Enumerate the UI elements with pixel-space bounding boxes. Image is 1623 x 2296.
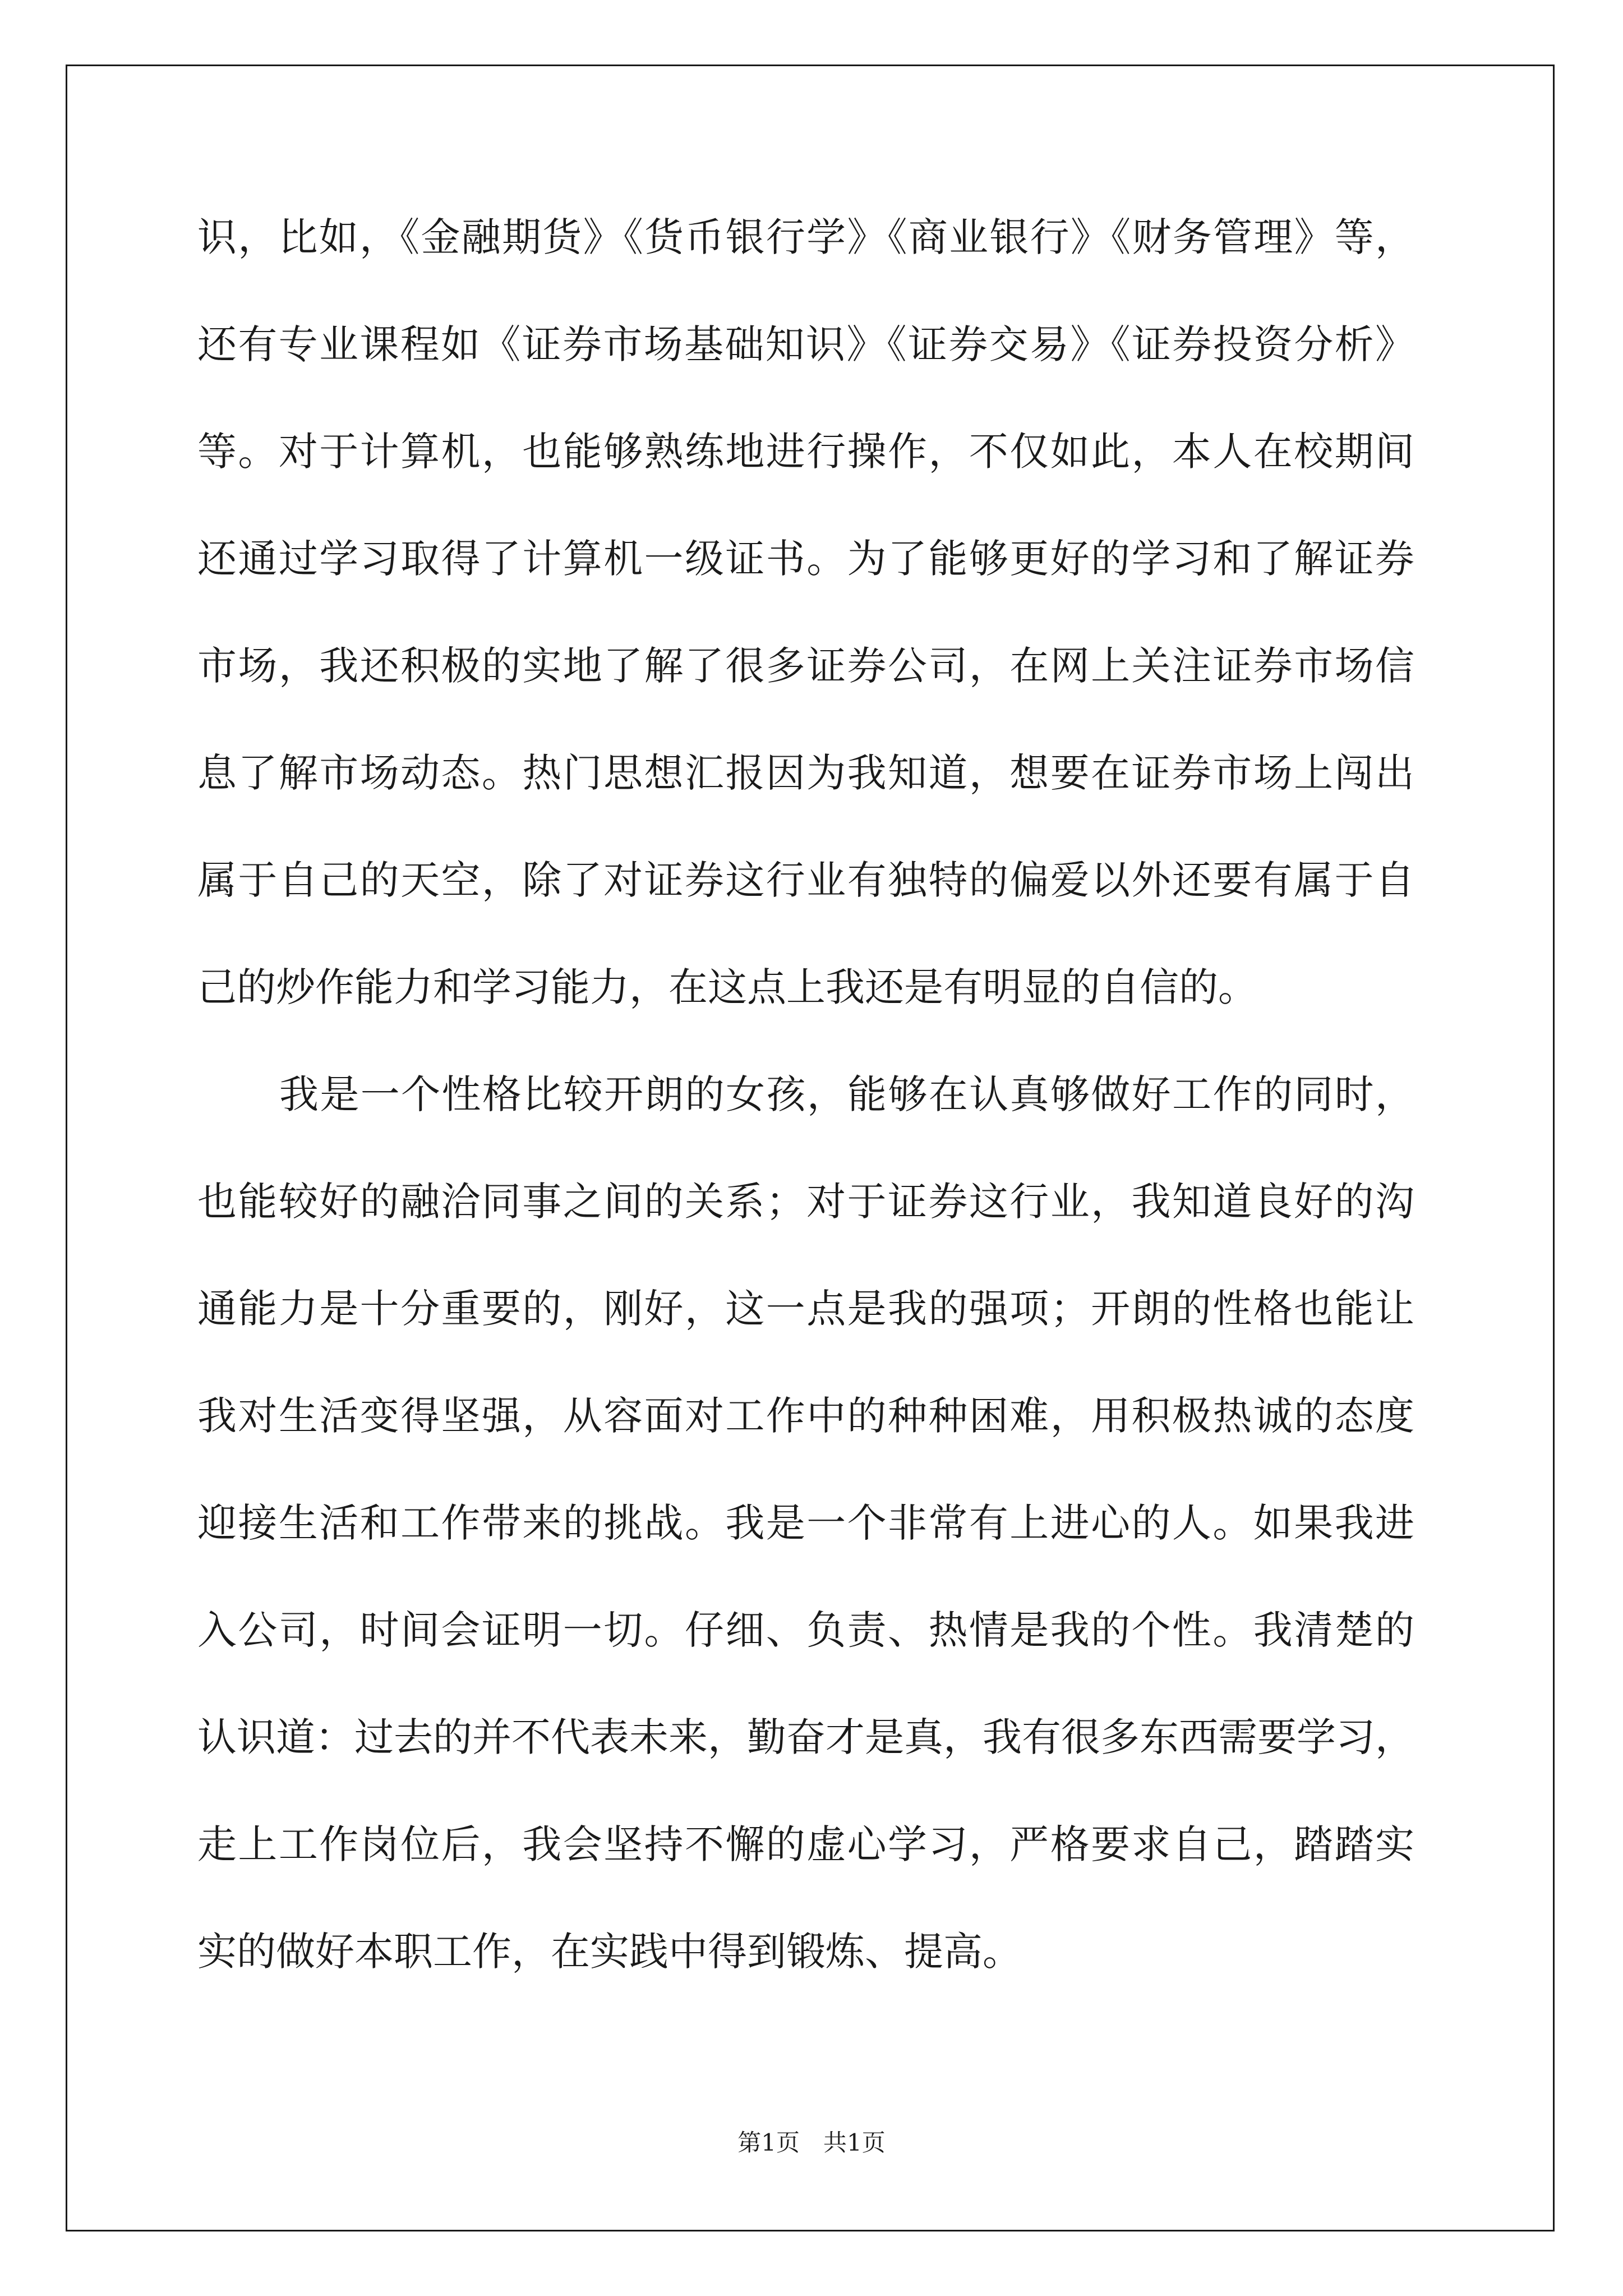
text-line: 等。对于计算机，也能够熟练地进行操作，不仅如此，本人在校期间 [197,429,1414,475]
text-line: 入公司，时间会证明一切。仔细、负责、热情是我的个性。我清楚的 [197,1607,1414,1653]
text-line: 市场，我还积极的实地了解了很多证券公司，在网上关注证券市场信 [197,643,1414,689]
text-line: 己的炒作能力和学习能力，在这点上我还是有明显的自信的。 [197,964,1257,1010]
text-line: 也能较好的融洽同事之间的关系；对于证券这行业，我知道良好的沟 [197,1179,1414,1225]
text-line: 通能力是十分重要的，刚好，这一点是我的强项；开朗的性格也能让 [197,1286,1414,1332]
page-footer [0,2124,1623,2158]
text-line: 识，比如，《金融期货》《货币银行学》《商业银行》《财务管理》等， [197,214,1414,260]
text-line: 迎接生活和工作带来的挑战。我是一个非常有上进心的人。如果我进 [197,1500,1414,1546]
text-line: 还有专业课程如《证券市场基础知识》《证券交易》《证券投资分析》 [197,321,1414,367]
text-line: 还通过学习取得了计算机一级证书。为了能够更好的学习和了解证券 [197,536,1414,582]
text-line: 认识道：过去的并不代表未来，勤奋才是真，我有很多东西需要学习， [197,1714,1414,1760]
paragraph-start-line: 我是一个性格比较开朗的女孩，能够在认真够做好工作的同时， [279,1071,1414,1117]
document-body [197,214,1414,2039]
page-total: 共1页 [823,2129,886,2156]
text-line: 实的做好本职工作，在实践中得到锻炼、提高。 [197,1929,1022,1975]
text-line: 走上工作岗位后，我会坚持不懈的虚心学习，严格要求自己，踏踏实 [197,1821,1414,1867]
text-line: 我对生活变得坚强，从容面对工作中的种种困难，用积极热诚的态度 [197,1393,1414,1439]
text-line: 属于自己的天空，除了对证券这行业有独特的偏爱以外还要有属于自 [197,857,1414,903]
page-number: 第1页 [737,2129,800,2156]
text-line: 息了解市场动态。热门思想汇报因为我知道，想要在证券市场上闯出 [197,750,1414,796]
